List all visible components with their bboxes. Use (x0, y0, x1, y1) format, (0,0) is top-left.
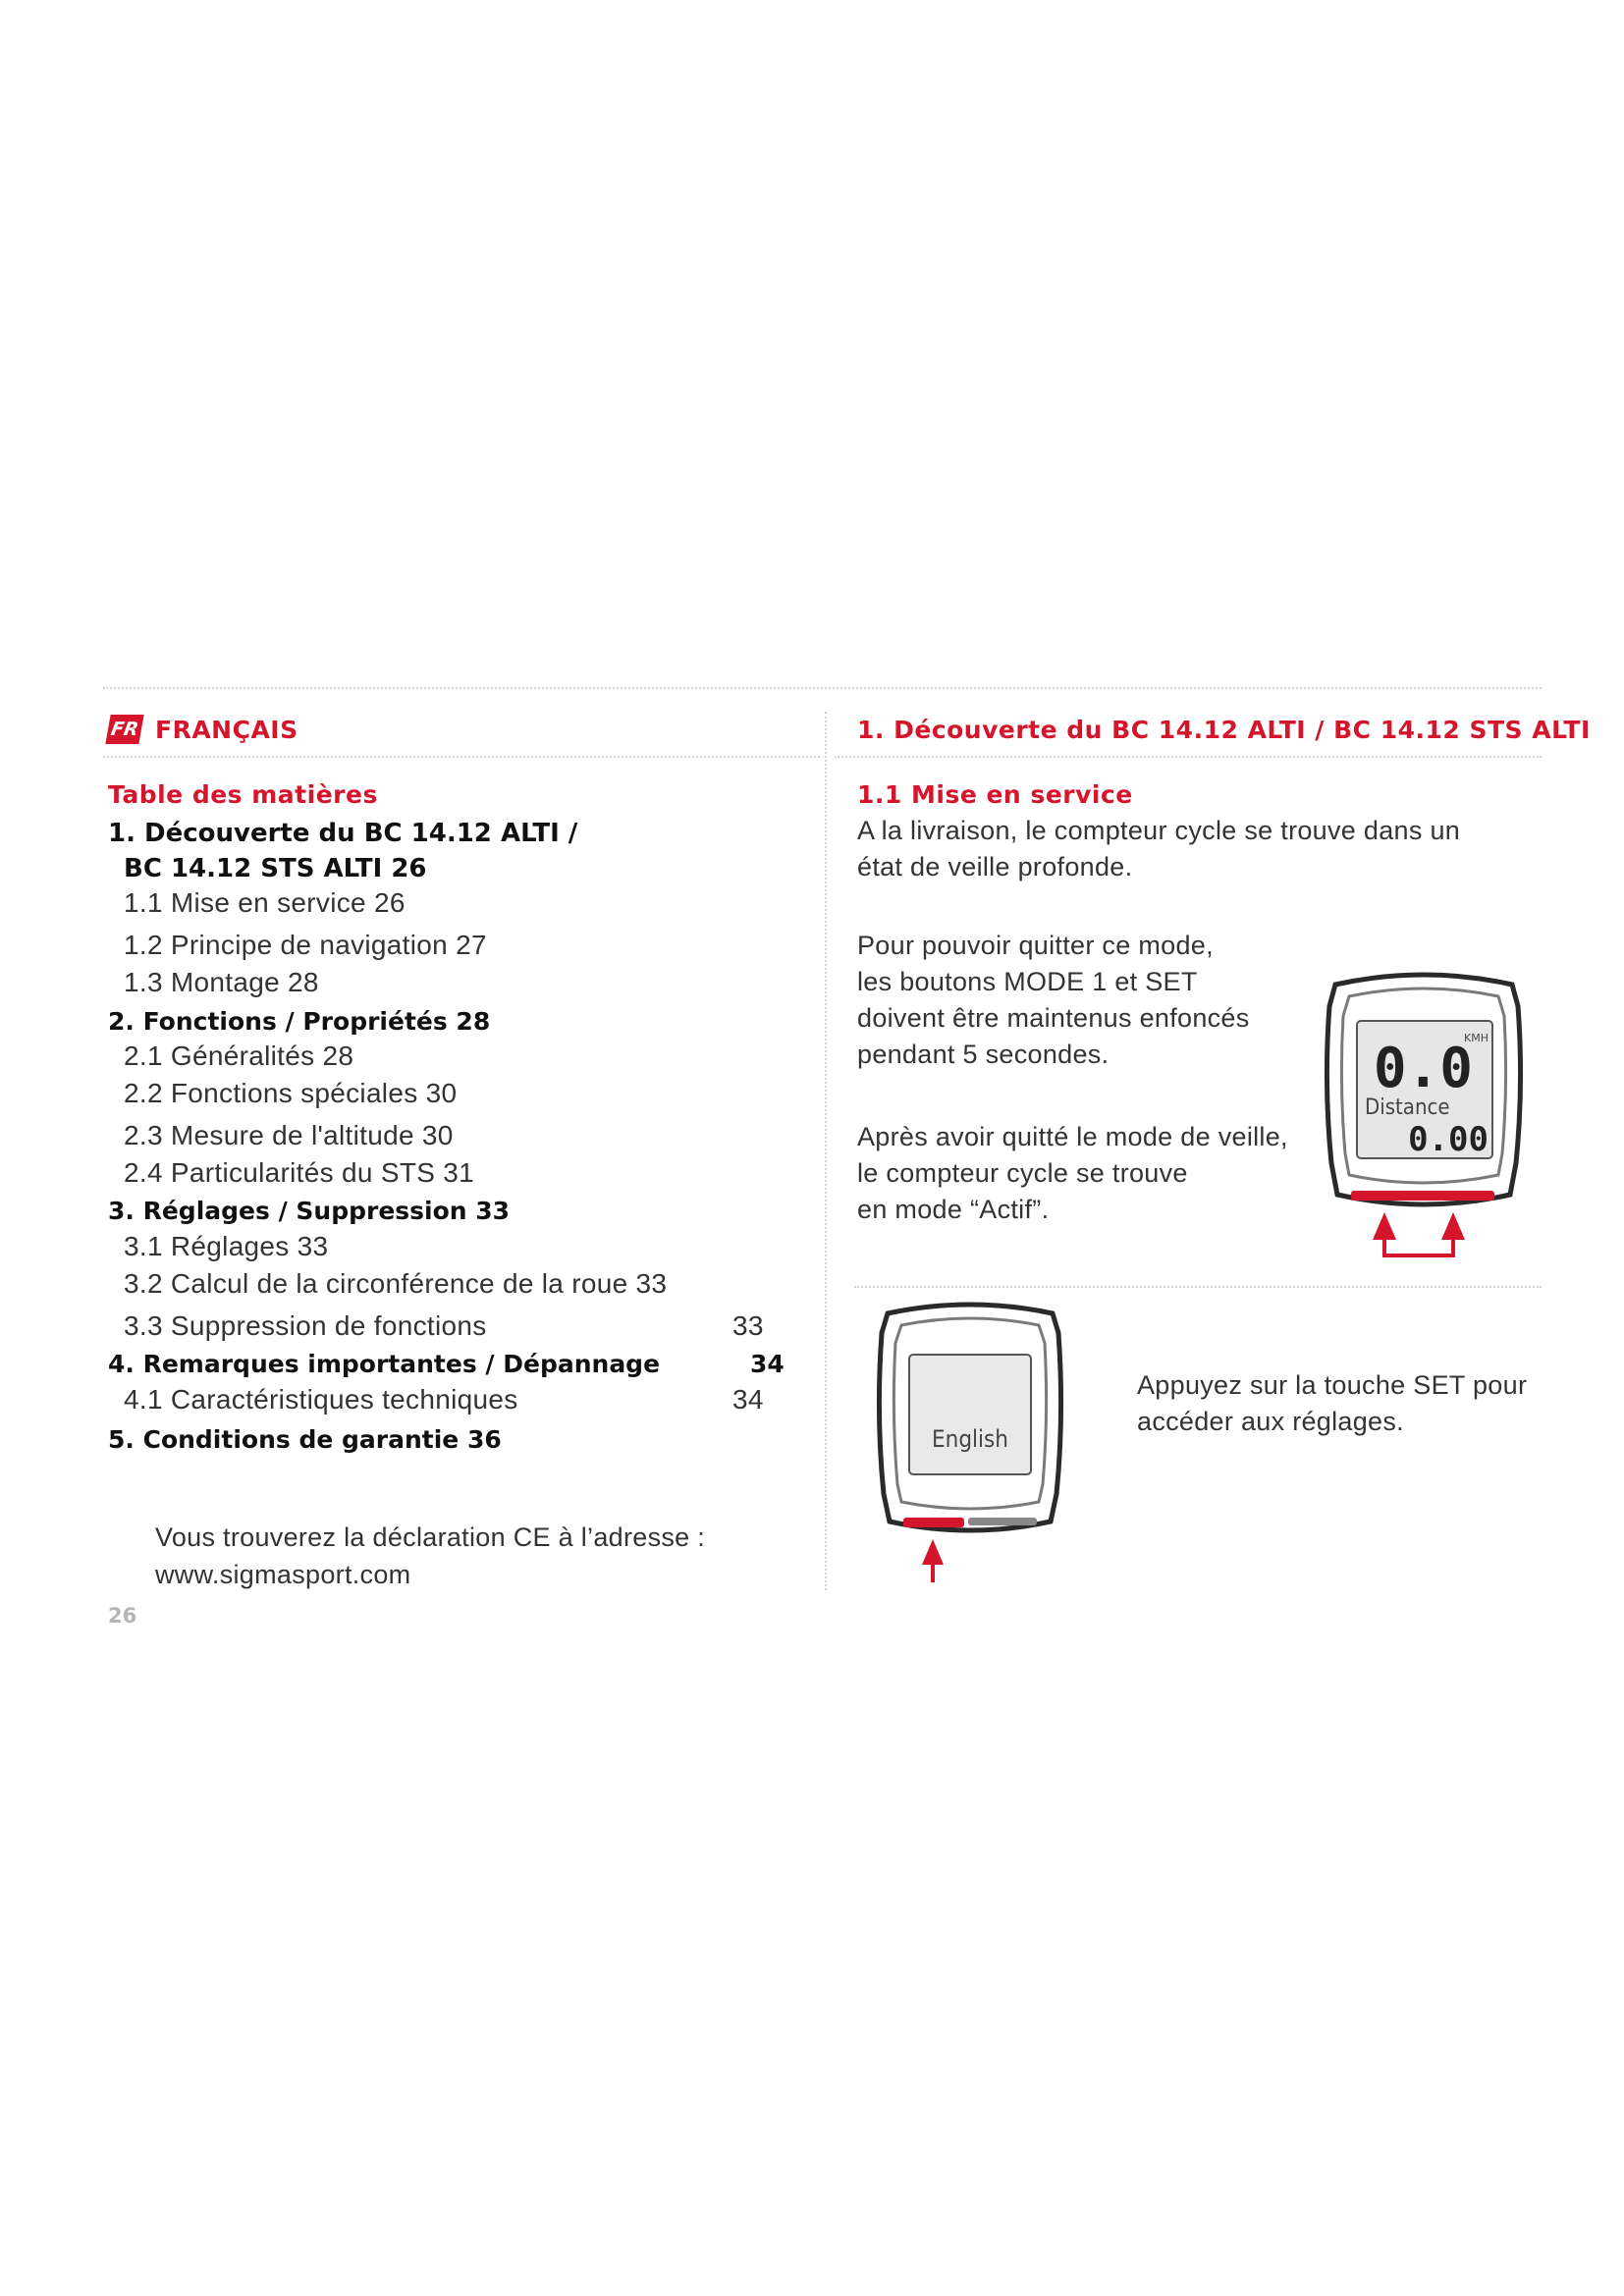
settings-line2: accéder aux réglages. (1137, 1407, 1404, 1436)
bike-computer-illustration-active (1306, 967, 1542, 1266)
language-title: FRANÇAIS (155, 716, 298, 744)
language-badge: FR (105, 715, 143, 744)
toc-item-3-2: 3.2 Calcul de la circonférence de la roue 33 (124, 1268, 668, 1299)
lcd-distance-value: 0.00 (1408, 1120, 1489, 1159)
settings-line1: Appuyez sur la touche SET pour (1137, 1370, 1528, 1400)
toc-item-4-1-page: 34 (732, 1384, 764, 1415)
toc-section-3: 3. Réglages / Suppression 33 (108, 1197, 511, 1225)
mode-button-strip (1351, 1191, 1494, 1201)
set-button-strip (903, 1518, 964, 1527)
active-line2: le compteur cycle se trouve (857, 1158, 1188, 1188)
toc-section-1-line2: BC 14.12 STS ALTI 26 (124, 854, 427, 883)
instruction-line3: doivent être maintenus enfoncés (857, 1003, 1250, 1033)
active-line3: en mode “Actif”. (857, 1195, 1050, 1224)
toc-item-2-3: 2.3 Mesure de l'altitude 30 (124, 1120, 454, 1150)
toc-item-1-3: 1.3 Montage 28 (124, 967, 319, 997)
press-arrow (922, 1539, 944, 1582)
section-title: 1. Découverte du BC 14.12 ALTI / BC 14.12 STS ALTI (857, 716, 1591, 744)
instruction-line1: Pour pouvoir quitter ce mode, (857, 931, 1214, 960)
toc-section-4-page: 34 (750, 1350, 785, 1378)
ce-note-url: www.sigmasport.com (155, 1560, 411, 1589)
ce-note-line1: Vous trouverez la déclaration CE à l’adresse : (155, 1522, 706, 1552)
toc-item-2-1: 2.1 Généralités 28 (124, 1041, 354, 1071)
lcd-speed: 0.0 (1373, 1037, 1473, 1100)
toc-section-2: 2. Fonctions / Propriétés 28 (108, 1007, 491, 1036)
lcd-screen (909, 1355, 1031, 1474)
column-divider (825, 712, 827, 1590)
toc-item-2-2: 2.2 Fonctions spéciales 30 (124, 1078, 458, 1108)
toc-section-5: 5. Conditions de garantie 36 (108, 1425, 502, 1454)
toc-item-3-3-page: 33 (732, 1310, 764, 1341)
header-rule-right (835, 756, 1542, 758)
subsection-title: 1.1 Mise en service (857, 780, 1133, 809)
bike-computer-illustration-settings (864, 1298, 1075, 1587)
toc-item-4-1-label: 4.1 Caractéristiques techniques (124, 1384, 518, 1415)
press-arrows (1373, 1212, 1465, 1255)
intro-line2: état de veille profonde. (857, 852, 1133, 881)
toc-section-1-line1: 1. Découverte du BC 14.12 ALTI / (108, 819, 578, 848)
active-line1: Après avoir quitté le mode de veille, (857, 1122, 1288, 1151)
toc-section-4-label: 4. Remarques importantes / Dépannage (108, 1350, 661, 1378)
lcd-label-distance: Distance (1365, 1095, 1450, 1120)
header-rule-left (103, 756, 820, 758)
instruction-line4: pendant 5 secondes. (857, 1040, 1110, 1069)
toc-item-1-1: 1.1 Mise en service 26 (124, 887, 406, 918)
toc-item-1-2: 1.2 Principe de navigation 27 (124, 930, 487, 960)
lcd-language: English (932, 1425, 1008, 1453)
toc-item-3-3-label: 3.3 Suppression de fonctions (124, 1310, 487, 1341)
top-rule (103, 687, 1542, 689)
toc-title: Table des matières (108, 780, 378, 809)
mode-button-strip (968, 1518, 1037, 1525)
section-rule-right (854, 1286, 1542, 1288)
instruction-line2: les boutons MODE 1 et SET (857, 967, 1198, 996)
intro-line1: A la livraison, le compteur cycle se trouve dans un (857, 816, 1461, 845)
toc-item-2-4: 2.4 Particularités du STS 31 (124, 1157, 475, 1188)
lcd-speed-unit: KMH (1464, 1032, 1489, 1044)
toc-item-3-1: 3.1 Réglages 33 (124, 1231, 329, 1261)
page-number: 26 (108, 1604, 137, 1628)
